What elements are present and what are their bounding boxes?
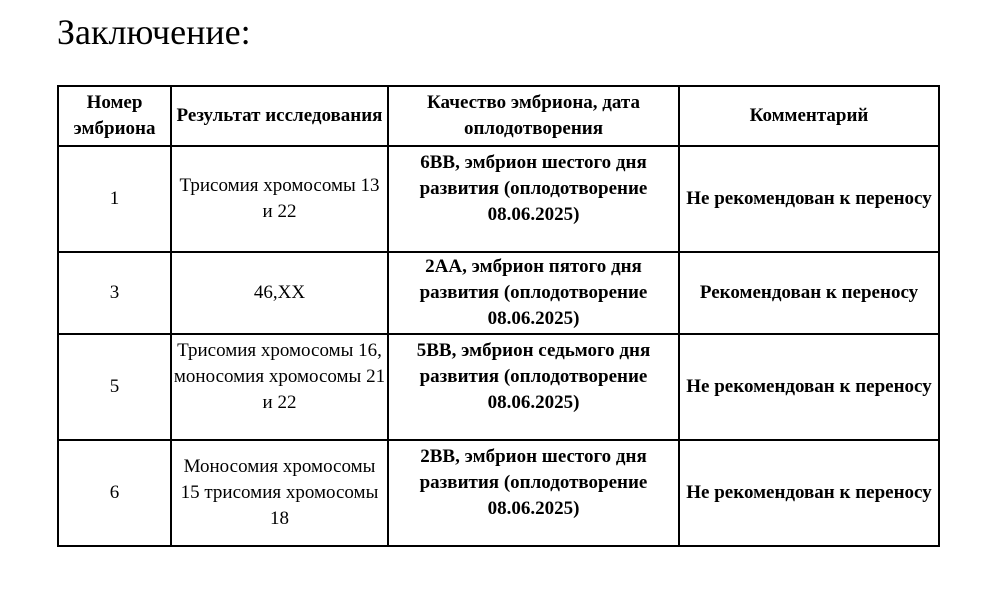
embryo-quality-cell — [388, 146, 679, 252]
table-row — [58, 252, 939, 334]
table-row — [58, 334, 939, 440]
table-row — [58, 146, 939, 252]
header-test-result: Результат исследования — [171, 86, 388, 146]
test-result-cell — [171, 334, 388, 440]
comment-cell: Не рекомендован к переносу — [679, 146, 939, 252]
embryo-quality-cell: 2AA, эмбрион пятого дня развития (оплодотворение 08.06.2025) — [388, 252, 679, 334]
comment-cell: Не рекомендован к переносу — [679, 334, 939, 440]
embryo-quality-cell — [388, 440, 679, 546]
embryo-number-cell: 3 — [58, 252, 171, 334]
table-header-row — [58, 86, 939, 146]
embryo-quality-cell — [388, 334, 679, 440]
embryo-quality-text: 5BB, эмбрион седьмого дня развития (оплодотворение 08.06.2025) — [416, 340, 651, 413]
comment-cell: Не рекомендован к переносу — [679, 440, 939, 546]
embryo-number-cell: 6 — [58, 440, 171, 546]
header-comment: Комментарий — [679, 86, 939, 146]
embryo-quality-text: 6BB, эмбрион шестого дня развития (оплодотворение 08.06.2025) — [419, 152, 648, 225]
header-embryo-number: Номер эмбриона — [58, 86, 171, 146]
embryo-quality-text: 2BB, эмбрион шестого дня развития (оплодотворение 08.06.2025) — [419, 446, 648, 519]
embryo-results-table — [57, 85, 940, 547]
table-row — [58, 440, 939, 546]
test-result-cell: Моносомия хромосомы 15 трисомия хромосомы 18 — [171, 440, 388, 546]
conclusion-heading: Заключение: — [57, 12, 251, 52]
embryo-number-cell: 1 — [58, 146, 171, 252]
comment-cell: Рекомендован к переносу — [679, 252, 939, 334]
header-embryo-quality: Качество эмбриона, дата оплодотворения — [388, 86, 679, 146]
embryo-number-cell: 5 — [58, 334, 171, 440]
test-result-cell: Трисомия хромосомы 13 и 22 — [171, 146, 388, 252]
test-result-text: Трисомия хромосомы 16, моносомия хромосомы 21 и 22 — [173, 340, 386, 413]
test-result-cell: 46,XX — [171, 252, 388, 334]
